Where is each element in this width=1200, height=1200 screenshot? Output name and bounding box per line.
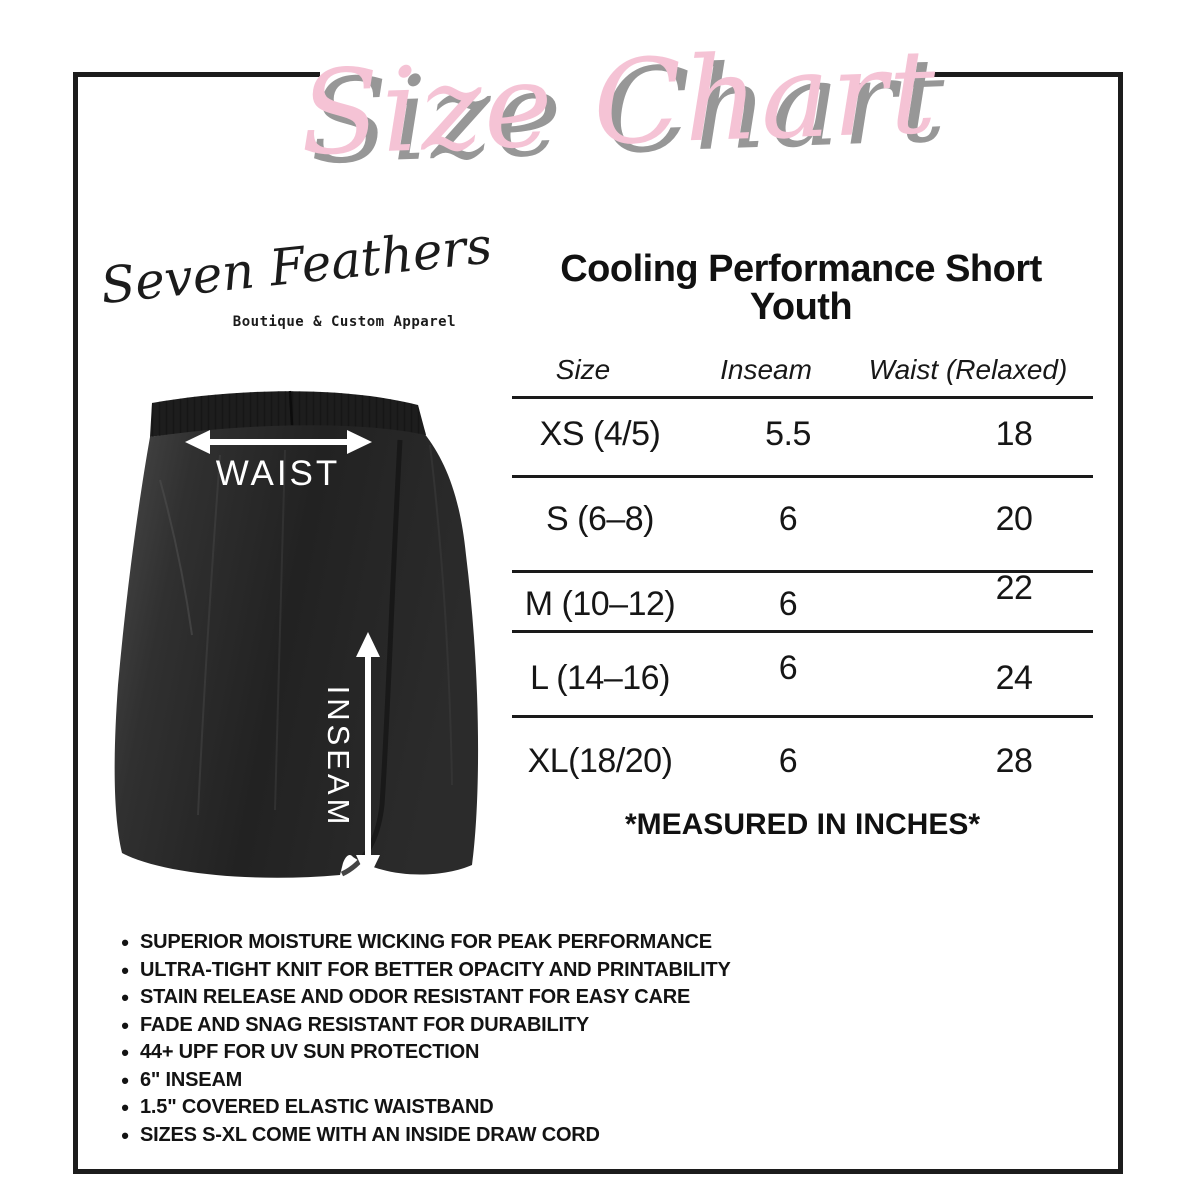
- feature-text: 1.5" COVERED ELASTIC WAISTBAND: [140, 1096, 494, 1118]
- features-list: [110, 932, 1030, 1152]
- cell-waist: 24: [995, 659, 1033, 697]
- feature-item: [110, 1122, 1030, 1148]
- column-header-waist: Waist (Relaxed): [868, 354, 1068, 385]
- product-title: [520, 250, 1082, 326]
- cell-inseam: 5.5: [765, 415, 811, 453]
- brand-logo: Seven Feathers: [97, 216, 495, 316]
- cell-size: S (6–8): [546, 500, 654, 538]
- inseam-label: INSEAM: [321, 685, 356, 829]
- table-separator: [512, 396, 1093, 399]
- waist-label: WAIST: [215, 454, 341, 493]
- feature-item: [110, 932, 1030, 954]
- measured-in-inches-note: *MEASURED IN INCHES*: [624, 808, 981, 841]
- bullet-icon: •: [121, 1122, 129, 1148]
- feature-item: [110, 957, 1030, 983]
- product-title-line1: Cooling Performance Short: [560, 248, 1042, 290]
- product-title-line2: Youth: [749, 286, 853, 328]
- bullet-icon: •: [121, 1012, 129, 1038]
- cell-inseam: 6: [778, 742, 798, 780]
- cell-waist: 18: [995, 415, 1033, 453]
- size-table: [512, 352, 1093, 872]
- shorts-diagram: [100, 385, 510, 905]
- feature-text: ULTRA-TIGHT KNIT FOR BETTER OPACITY AND PRINTABILITY: [140, 958, 731, 981]
- feature-text: SIZES S-XL COME WITH AN INSIDE DRAW CORD: [140, 1123, 600, 1146]
- bullet-icon: •: [121, 957, 129, 983]
- feature-item: [110, 1012, 1030, 1038]
- column-header-inseam: Inseam: [720, 354, 812, 385]
- cell-inseam: 6: [778, 585, 798, 623]
- bullet-icon: •: [121, 1095, 129, 1120]
- column-header-size: Size: [555, 354, 611, 385]
- feature-item: [110, 987, 1030, 1009]
- feature-item: [110, 1042, 1030, 1064]
- cell-waist: 22: [995, 569, 1033, 607]
- feature-text: 6" INSEAM: [140, 1068, 243, 1091]
- cell-inseam: 6: [778, 500, 798, 538]
- feature-text: FADE AND SNAG RESISTANT FOR DURABILITY: [140, 1013, 590, 1036]
- cell-size: XS (4/5): [539, 415, 661, 453]
- cell-waist: 28: [995, 742, 1033, 780]
- feature-text: STAIN RELEASE AND ODOR RESISTANT FOR EASY CARE: [140, 986, 691, 1008]
- feature-item: [110, 1097, 1030, 1119]
- cell-waist: 20: [995, 500, 1033, 538]
- cell-size: M (10–12): [524, 585, 676, 623]
- table-separator: [512, 715, 1093, 718]
- feature-item: [110, 1067, 1030, 1093]
- cell-inseam: 6: [778, 649, 798, 687]
- table-separator: [512, 630, 1093, 633]
- bullet-icon: •: [121, 1067, 129, 1093]
- brand-tagline: Boutique & Custom Apparel: [232, 314, 456, 330]
- table-separator: [512, 475, 1093, 478]
- cell-size: XL(18/20): [527, 742, 673, 780]
- bullet-icon: •: [121, 930, 129, 955]
- bullet-icon: •: [121, 985, 129, 1010]
- cell-size: L (14–16): [530, 659, 670, 697]
- feature-text: 44+ UPF FOR UV SUN PROTECTION: [140, 1041, 480, 1063]
- page-title: Size Chart: [297, 24, 941, 182]
- feature-text: SUPERIOR MOISTURE WICKING FOR PEAK PERFORMANCE: [140, 931, 712, 953]
- bullet-icon: •: [121, 1040, 129, 1065]
